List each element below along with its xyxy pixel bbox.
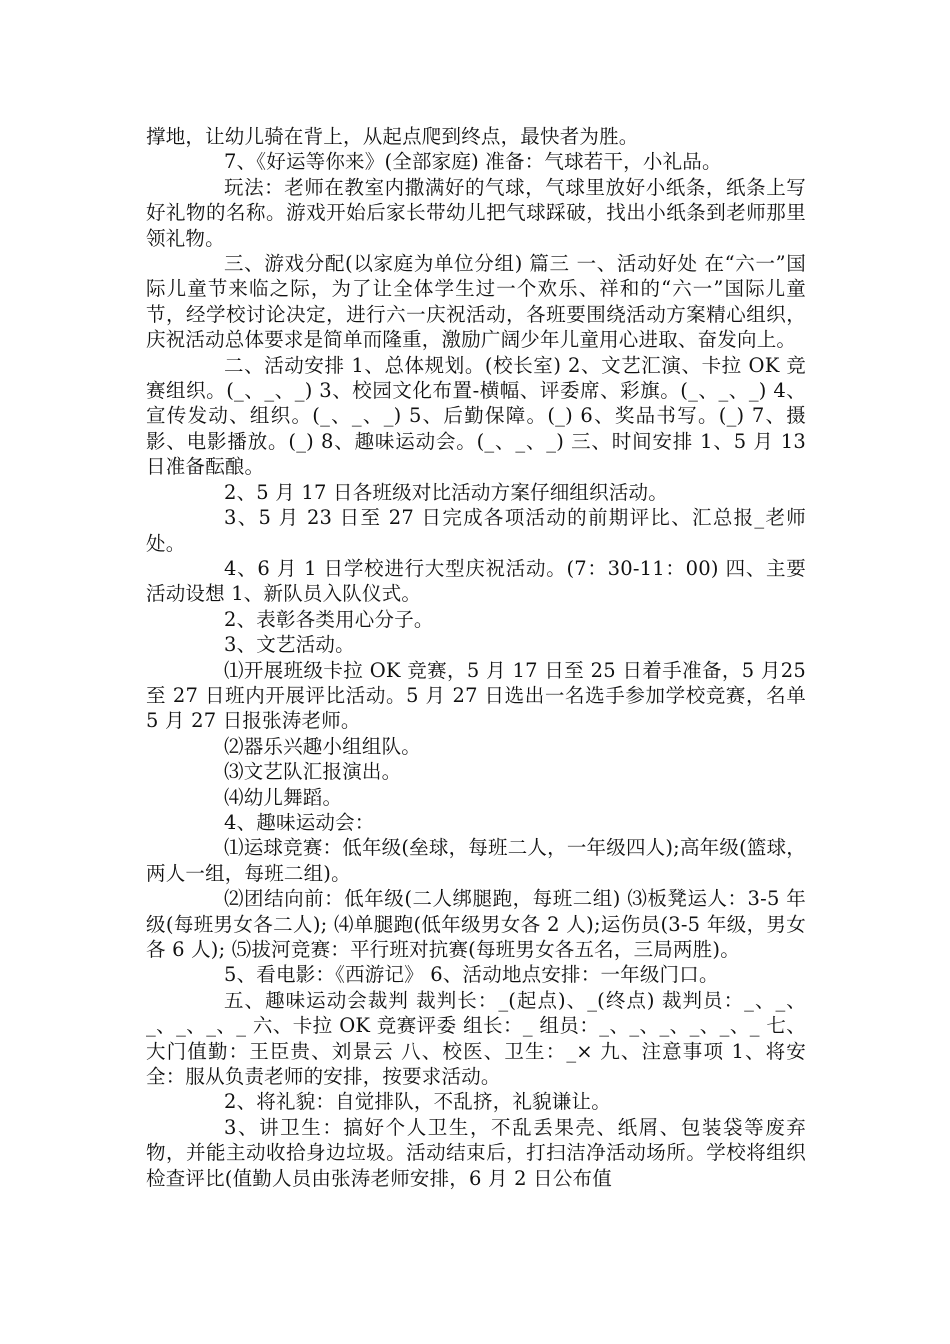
paragraph: 撑地，让幼儿骑在背上，从起点爬到终点，最快者为胜。: [146, 125, 639, 148]
paragraph: 7、《好运等你来》(全部家庭) 准备：气球若干，小礼品。: [224, 150, 722, 174]
document-body: [146, 124, 806, 1191]
paragraph: ⑴开展班级卡拉 OK 竞赛，5 月 17 日至 25 日着手准备，5 月25 至 27 日班内开展评比活动。5 月 27 日选出一名选手参加学校竞赛，名单 5 月 27 日报张涛老师。: [146, 658, 806, 733]
paragraph: 3、文艺活动。: [224, 633, 355, 657]
paragraph: 三、游戏分配(以家庭为单位分组) 篇三 一、活动好处 在“六一”国际儿童节来临之际，为了让全体学生过一个欢乐、祥和的“六一”国际儿童节，经学校讨论决定，进行六一庆祝活动，各班要围绕活动方案精心组织，庆祝活动总体要求是简单而隆重，激励广阔少年儿童用心进取、奋发向上。: [146, 252, 806, 352]
paragraph: 3、讲卫生：搞好个人卫生，不乱丢果壳、纸屑、包装袋等废弃物，并能主动收拾身边垃圾。活动结束后，打扫洁净活动场所。学校将组织检查评比(值勤人员由张涛老师安排，6 月 2 日公布值: [146, 1115, 806, 1190]
paragraph: 4、趣味运动会：: [224, 810, 375, 834]
paragraph: 5、看电影：《西游记》 6、活动地点安排：一年级门口。: [224, 963, 719, 987]
paragraph: 二、活动安排 1、总体规划。(校长室) 2、文艺汇演、卡拉 OK 竞赛组织。(_、_、_) 3、校园文化布置-横幅、评委席、彩旗。(_、_、_) 4、宣传发动、组织。(_、_、_) 5、后勤保障。(_) 6、奖品书写。(_) 7、摄影、电影播放。(_) 8、趣味运动会。(_、_、_) 三、时间安排 1、5 月 13 日准备酝酿。: [146, 353, 806, 479]
paragraph: 2、将礼貌：自觉排队，不乱挤，礼貌谦让。: [224, 1090, 611, 1114]
paragraph: 2、5 月 17 日各班级对比活动方案仔细组织活动。: [224, 480, 668, 504]
paragraph: ⑵器乐兴趣小组组队。: [224, 734, 422, 758]
paragraph: 五、趣味运动会裁判 裁判长：_(起点)、_(终点) 裁判员：_、_、_、_、_、_ 六、卡拉 OK 竞赛评委 组长：_ 组员：_、_、_、_、_、_ 七、大门值勤：王臣贵、刘景云 八、校医、卫生：_× 九、注意事项 1、将安全：服从负责老师的安排，按要求活动。: [146, 988, 806, 1089]
paragraph: ⑷幼儿舞蹈。: [224, 785, 343, 809]
paragraph: 3、5 月 23 日至 27 日完成各项活动的前期评比、汇总报_老师处。: [146, 506, 806, 555]
paragraph: 2、表彰各类用心分子。: [224, 607, 434, 631]
paragraph: ⑵团结向前：低年级(二人绑腿跑，每班二组) ⑶板凳运人：3-5 年级(每班男女各二人); ⑷单腿跑(低年级男女各 2 人);运伤员(3-5 年级，男女各 6 人); ⑸拔河竞赛：平行班对抗赛(每班男女各五名，三局两胜)。: [146, 887, 806, 961]
paragraph: 4、6 月 1 日学校进行大型庆祝活动。(7：30-11：00) 四、主要活动设想 1、新队员入队仪式。: [146, 556, 806, 606]
paragraph: ⑶文艺队汇报演出。: [224, 760, 402, 784]
paragraph: ⑴运球竞赛：低年级(垒球，每班二人，一年级四人);高年级(篮球，两人一组，每班二组)。: [146, 836, 806, 885]
paragraph: 玩法：老师在教室内撒满好的气球，气球里放好小纸条，纸条上写好礼物的名称。游戏开始后家长带幼儿把气球踩破，找出小纸条到老师那里领礼物。: [146, 175, 806, 250]
